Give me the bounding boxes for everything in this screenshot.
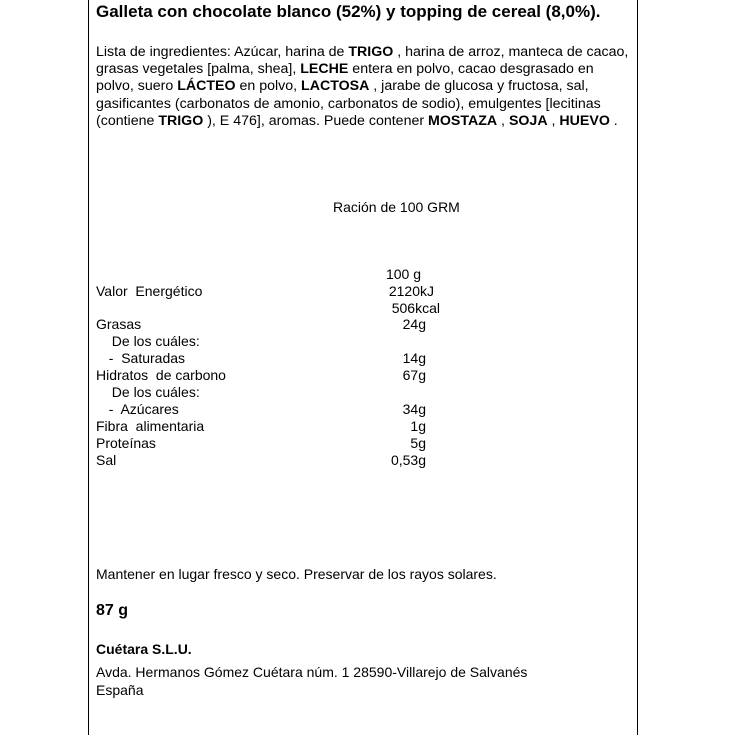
allergen-highlight: SOJA — [508, 112, 548, 129]
allergen-highlight: TRIGO — [348, 44, 394, 60]
nutrition-row — [96, 452, 426, 469]
nutrition-label: Fibra alimentaria — [96, 418, 205, 434]
address-country: España — [96, 682, 144, 698]
allergen-highlight: LACTOSA — [301, 78, 370, 95]
nutrition-label: Grasas — [96, 316, 142, 332]
nutrition-value: 14g — [402, 350, 426, 366]
company-name: Cuétara S.L.U. — [96, 641, 192, 657]
allergen-highlight: MOSTAZA — [428, 112, 498, 129]
nutrition-value: 24g — [402, 316, 426, 332]
nutrition-row — [96, 333, 426, 350]
company-address — [96, 663, 527, 699]
nutrition-row — [96, 401, 426, 418]
nutrition-row — [96, 283, 434, 300]
ingredient-text: . — [609, 112, 618, 129]
product-title: Galleta con chocolate blanco (52%) y topping de cereal (8,0%). — [96, 2, 601, 21]
nutrition-row — [96, 316, 426, 333]
ingredient-text: en polvo, — [235, 78, 302, 95]
nutrition-row — [96, 418, 426, 435]
nutrition-row — [96, 350, 426, 367]
nutrition-value: 1g — [410, 418, 426, 434]
ingredient-text: , harina de arroz, manteca de cacao, grasas vegetales [palma, shea], — [96, 44, 629, 78]
nutrition-row — [96, 367, 426, 384]
allergen-highlight: LECHE — [300, 61, 349, 78]
nutrition-label: Sal — [96, 452, 117, 468]
nutrition-row — [96, 300, 440, 317]
allergen-highlight: HUEVO — [559, 112, 610, 129]
nutrition-label: Hidratos de carbono — [96, 367, 226, 383]
nutrition-value: 0,53g — [390, 452, 426, 468]
nutrition-value: 2120kJ — [388, 283, 434, 299]
nutrition-value: 5g — [410, 435, 426, 451]
nutrition-label: Proteínas — [96, 435, 156, 451]
nutrition-label: De los cuáles: — [104, 333, 200, 349]
ingredient-text: entera en polvo, cacao desgrasado en polvo, suero — [96, 61, 594, 95]
nutrition-label: Valor Energético — [96, 283, 203, 299]
ingredient-text: ), E 476], aromas. Puede contener — [203, 112, 429, 129]
nutrition-label: De los cuáles: — [104, 384, 200, 400]
ingredients-list — [96, 44, 631, 130]
storage-instructions: Mantener en lugar fresco y seco. Preservar de los rayos solares. — [96, 566, 497, 582]
ingredient-text: Lista de ingredientes: Azúcar, harina de — [96, 44, 349, 60]
nutrition-header: 100 g — [385, 266, 421, 282]
address-line: Avda. Hermanos Gómez Cuétara núm. 1 28590-Villarejo de Salvanés — [96, 664, 528, 680]
nutrition-value: 34g — [402, 401, 426, 417]
ingredient-text: , — [547, 112, 560, 129]
nutrition-label: - Saturadas — [101, 350, 186, 366]
nutrition-label: - Azúcares — [101, 401, 179, 417]
serving-size: Ración de 100 GRM — [333, 199, 460, 215]
net-weight: 87 g — [96, 602, 129, 619]
allergen-highlight: LÁCTEO — [177, 78, 236, 95]
nutrition-value: 506kcal — [391, 300, 440, 316]
nutrition-row — [96, 384, 426, 401]
allergen-highlight: TRIGO — [158, 112, 204, 129]
nutrition-value: 67g — [402, 367, 426, 383]
ingredient-text: , — [497, 112, 509, 129]
nutrition-row — [96, 435, 426, 452]
nutrition-header-row — [96, 266, 426, 283]
ingredient-text: , jarabe de glucosa y fructosa, sal, gasificantes (carbonatos de amonio, carbonatos de sodio), emulgentes [lecitinas (contiene — [96, 78, 601, 129]
